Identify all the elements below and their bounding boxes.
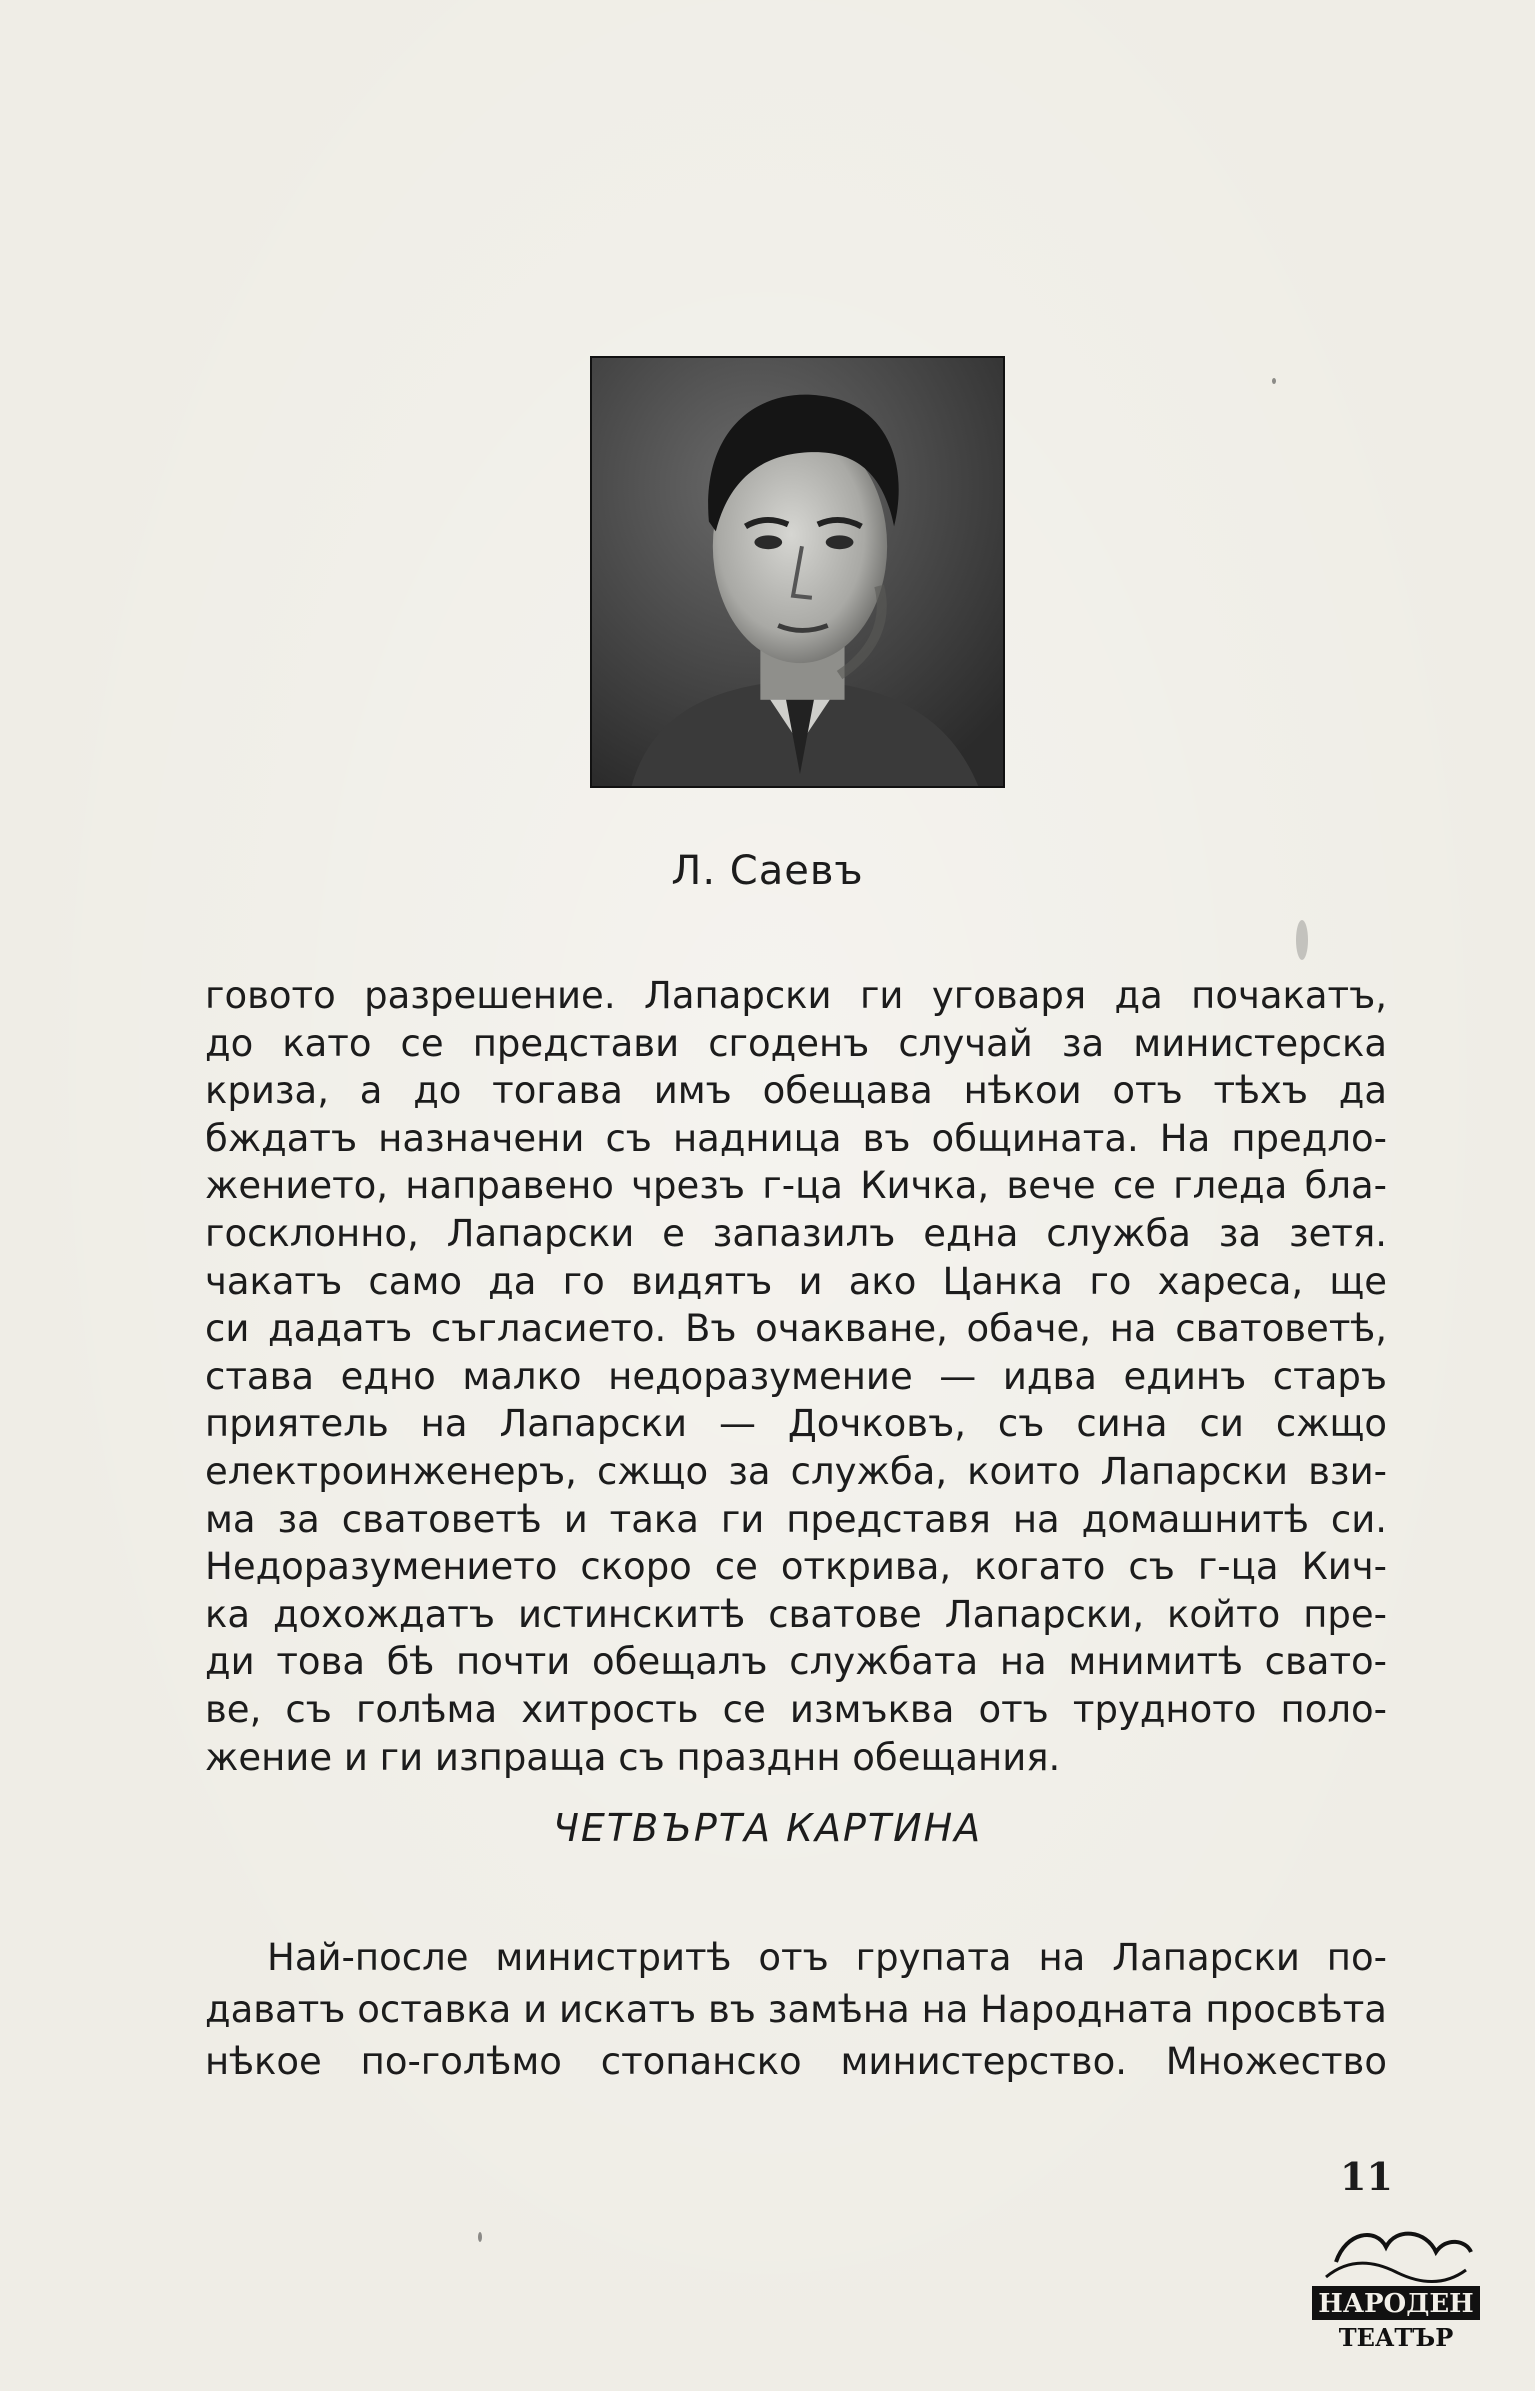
text-line: нѣкое по-голѣмо стопанско министерство. Множество [205,2040,1387,2083]
section-heading: ЧЕТВЪРТА КАРТИНА [552,1806,983,1850]
text-line: жение и ги изпраща съ празднн обещания. [205,1735,1061,1779]
portrait-image [592,358,1003,786]
text-line: говото разрешение. Лапарски ги уговаря да почакатъ, [205,974,1387,1017]
text-line: електроинженеръ, сжщо за служба, които Лапарски взи- [205,1449,1387,1493]
text-line: чакатъ само да го видятъ и ако Цанка го хареса, ще [205,1259,1387,1303]
text-line: Най-после министритѣ отъ групата на Лапарски по- [267,1936,1387,1979]
text-line: бждатъ назначени съ надница въ общината. На предло- [205,1116,1387,1160]
text-line: госклонно, Лапарски е запазилъ една служба за зетя. [205,1211,1387,1255]
paper-speck [478,2232,482,2242]
paragraph-2 [205,1932,1387,2088]
theatre-stamp-logo [1306,2222,1486,2352]
paper-speck [1296,920,1308,960]
text-line: ка дохождатъ истинскитѣ сватове Лапарски, който пре- [205,1592,1387,1636]
portrait-photo [590,356,1005,788]
text-line: ма за сватоветѣ и така ги представя на домашнитѣ си. [205,1497,1387,1541]
stamp-line-2: ТЕАТЪР [1338,2323,1454,2352]
portrait-caption: Л. Саевъ [671,848,864,894]
text-line: криза, а до тогава имъ обещава нѣкои отъ тѣхъ да [205,1069,1387,1113]
text-line: даватъ оставка и искатъ въ замѣна на Народната просвѣта [205,1988,1387,2031]
paper-speck [1272,378,1276,384]
text-line: приятель на Лапарски — Дочковъ, съ сина си сжщо [205,1402,1387,1446]
stamp-graphic [1306,2222,1486,2352]
text-line: ве, съ голѣма хитрость се измъква отъ трудното поло- [205,1687,1387,1731]
paragraph-1 [205,972,1387,1781]
text-line: ди това бѣ почти обещалъ службата на мнимитѣ свато- [205,1640,1387,1684]
text-line: става едно малко недоразумение — идва единъ старъ [205,1354,1387,1398]
text-line: жението, направено чрезъ г-ца Кичка, вече се гледа бла- [205,1164,1387,1208]
text-line: до като се представи сгоденъ случай за министерска [205,1021,1387,1065]
stamp-line-1: НАРОДЕН [1318,2289,1474,2319]
text-line: си дадатъ съгласието. Въ очакване, обаче, на сватоветѣ, [205,1307,1387,1351]
text-line: Недоразумението скоро се открива, когато съ г-ца Кич- [205,1545,1387,1589]
page-number: 11 [1340,2154,1393,2199]
